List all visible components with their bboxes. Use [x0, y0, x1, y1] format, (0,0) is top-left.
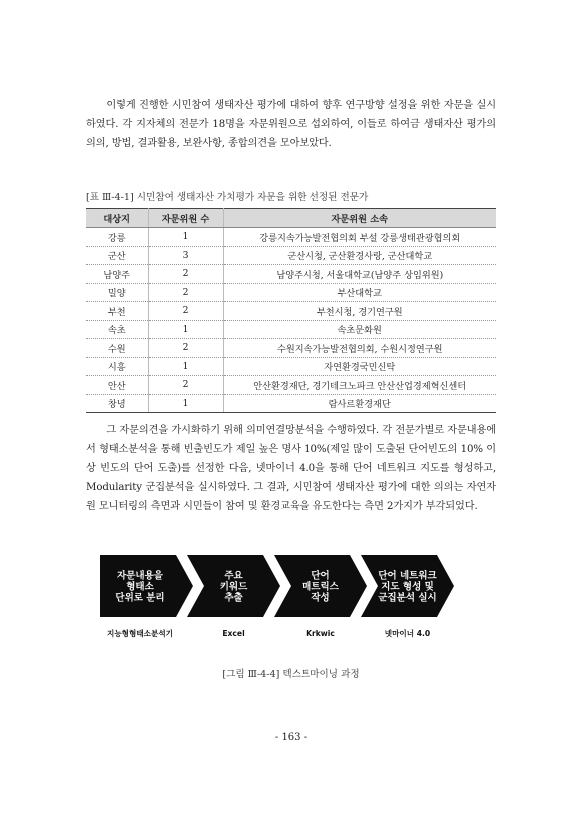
region-cell: 안산 [86, 376, 148, 395]
analysis-paragraph: 그 자문의견을 가시화하기 위해 의미연결망분석을 수행하였다. 각 전문가별로 자문내용에서 형태소분석을 통해 빈출빈도가 제일 높은 명사 10%(제일 많이 도출된 단어빈도의 10% 이상 빈도의 단어 도출)를 선정한 다음, 넷마이너 4.0을 통해 단어 네트워크 지도를 형성하고, Modularity 군집분석을 실시하였다. 그 결과, 시민참여 생태자산 평가에 대한 의의는 자연자원 모니터링의 측면과 시민들이 참여 및 환경교육을 유도한다는 측면 2가지가 부각되었다. [86, 425, 496, 512]
process-step-label: 키워드 [219, 581, 248, 593]
expert-table [86, 208, 496, 413]
affiliation-cell: 남양주시청, 서울대학교(남양주 상임위원) [223, 265, 496, 284]
region-cell: 시흥 [86, 357, 148, 376]
table-header-cell: 자문위원 수 [148, 209, 223, 228]
process-step-label: 추출 [224, 592, 243, 604]
process-step-tool: 지능형형태소분석기 [106, 629, 174, 638]
count-cell: 1 [148, 357, 223, 376]
count-cell: 3 [148, 246, 223, 265]
table-row [86, 302, 496, 321]
table-row [86, 394, 496, 413]
table-header-row [86, 209, 496, 228]
affiliation-cell: 부산대학교 [223, 283, 496, 302]
process-step-label: 작성 [311, 592, 330, 604]
process-step [274, 555, 367, 638]
region-cell: 남양주 [86, 265, 148, 284]
process-step-label: 지도 형성 및 [381, 581, 434, 593]
process-step-label: 자문내용을 [117, 570, 163, 582]
process-step [187, 555, 280, 638]
page-number: - 163 - [274, 732, 308, 743]
process-step-label: 매트릭스 [302, 581, 339, 593]
count-cell: 1 [148, 228, 223, 247]
process-step-label: 형태소 [126, 581, 154, 593]
table-row [86, 357, 496, 376]
affiliation-cell: 안산환경재단, 경기테크노파크 안산산업경제혁신센터 [223, 376, 496, 395]
table-header-cell: 자문위원 소속 [223, 209, 496, 228]
affiliation-cell: 람사르환경재단 [223, 394, 496, 413]
table-caption: [표 Ⅲ-4-1] 시민참여 생태자산 가치평가 자문을 위한 선정된 전문가 [86, 192, 369, 203]
region-cell: 속초 [86, 320, 148, 339]
process-step-tool: Excel [222, 629, 245, 638]
count-cell: 2 [148, 339, 223, 358]
region-cell: 밀양 [86, 283, 148, 302]
figure-caption: [그림 Ⅲ-4-4] 텍스트마이닝 과정 [222, 669, 360, 680]
table-row [86, 228, 496, 247]
affiliation-cell: 강릉지속가능발전협의회 부설 강릉생태관광협의회 [223, 228, 496, 247]
process-step-label: 단어 [311, 570, 330, 582]
process-step-tool: 넷마이너 4.0 [384, 629, 431, 638]
affiliation-cell: 속초문화원 [223, 320, 496, 339]
text-mining-process-diagram [100, 555, 490, 645]
table-row [86, 283, 496, 302]
count-cell: 1 [148, 394, 223, 413]
count-cell: 2 [148, 283, 223, 302]
region-cell: 수원 [86, 339, 148, 358]
process-step-label: 단어 네트워크 [378, 570, 437, 582]
intro-paragraph: 이렇게 진행한 시민참여 생태자산 평가에 대하여 향후 연구방향 설정을 위한 자문을 실시하였다. 각 지자체의 전문가 18명을 자문위원으로 섭외하여, 이들로 하여금 생태자산 평가의 의의, 방법, 결과활용, 보완사항, 종합의견을 모아보았다. [86, 100, 496, 149]
region-cell: 강릉 [86, 228, 148, 247]
affiliation-cell: 자연환경국민신탁 [223, 357, 496, 376]
region-cell: 군산 [86, 246, 148, 265]
process-step-label: 군집분석 실시 [378, 592, 437, 604]
process-step [361, 555, 454, 638]
affiliation-cell: 부천시청, 경기연구원 [223, 302, 496, 321]
table-row [86, 320, 496, 339]
region-cell: 부천 [86, 302, 148, 321]
table-row [86, 376, 496, 395]
process-step-label: 주요 [224, 570, 243, 582]
affiliation-cell: 군산시청, 군산환경사랑, 군산대학교 [223, 246, 496, 265]
process-step [100, 555, 193, 638]
process-step-tool: Krkwic [306, 629, 335, 638]
count-cell: 2 [148, 302, 223, 321]
region-cell: 창녕 [86, 394, 148, 413]
affiliation-cell: 수원지속가능발전협의회, 수원시정연구원 [223, 339, 496, 358]
table-header-cell: 대상지 [86, 209, 148, 228]
count-cell: 1 [148, 320, 223, 339]
count-cell: 2 [148, 376, 223, 395]
process-step-label: 단위로 분리 [115, 592, 165, 604]
table-row [86, 339, 496, 358]
count-cell: 2 [148, 265, 223, 284]
table-row [86, 265, 496, 284]
table-row [86, 246, 496, 265]
